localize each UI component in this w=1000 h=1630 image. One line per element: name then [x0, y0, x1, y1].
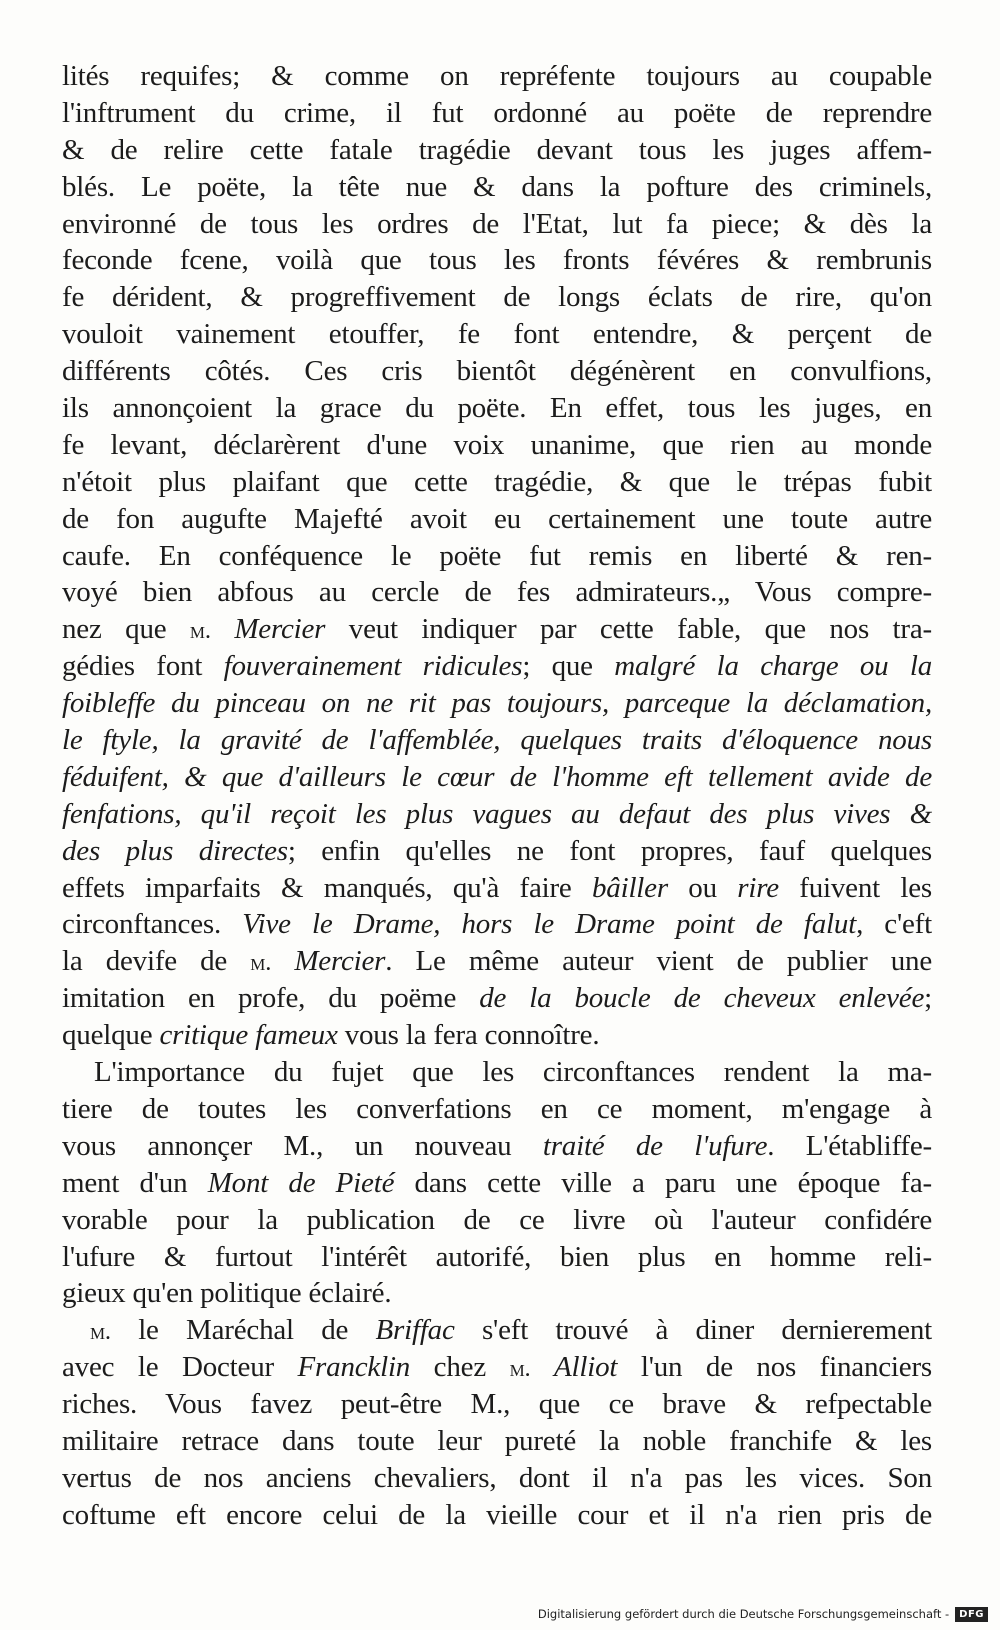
text-segment: m. [250, 949, 272, 977]
text-segment: Mercier [294, 945, 386, 978]
text-segment: traité de l'ufure [542, 1129, 768, 1162]
text-segment: veut indiquer par cette fable, que nos tra- [325, 613, 932, 646]
text-line [62, 759, 932, 796]
text-segment: tiere de toutes les converfations en ce moment, m'engage à [62, 1092, 932, 1125]
text-segment: dans cette ville a paru une époque fa- [394, 1166, 932, 1199]
text-segment: Francklin [297, 1351, 411, 1384]
text-segment: fenfations, qu'il reçoit les plus vagues au defaut des plus vives & [62, 797, 932, 830]
text-segment: ils annonçoient la grace du poëte. En effet, tous les juges, en [62, 392, 932, 425]
text-segment: vous annonçer M., un nouveau [62, 1129, 543, 1162]
text-segment: coftume eft encore celui de la vieille cour et il n'a rien pris de [62, 1498, 932, 1531]
text-segment: Briffac [375, 1314, 455, 1347]
text-segment: bâiller [591, 871, 668, 904]
text-line [62, 353, 932, 390]
text-line [62, 390, 932, 427]
text-line [62, 1460, 932, 1497]
text-line [62, 685, 932, 722]
text-segment: fuivent les [778, 871, 932, 904]
text-segment: Mont de Pieté [207, 1166, 395, 1199]
text-segment: ment d'un [62, 1166, 208, 1199]
text-segment: vertus de nos anciens chevaliers, dont il n'a pas les vices. Son [62, 1461, 932, 1494]
text-segment: Mercier [234, 613, 326, 646]
text-segment: ou [667, 871, 738, 904]
page-text [62, 58, 932, 1534]
text-line [62, 427, 932, 464]
text-line [62, 538, 932, 575]
text-segment: le Maréchal de [110, 1314, 376, 1347]
text-segment: nez que [62, 613, 190, 646]
text-segment: chez [410, 1351, 510, 1384]
text-segment: militaire retrace dans toute leur pureté la noble franchife & les [62, 1424, 932, 1457]
text-segment: vouloit vainement etouffer, fe font entendre, & perçent de [62, 318, 932, 351]
text-segment: différents côtés. Ces cris bientôt dégénèrent en convulfions, [62, 355, 932, 388]
text-line [62, 206, 932, 243]
text-line [62, 242, 932, 279]
text-segment: vous la fera connoître. [337, 1019, 600, 1052]
text-segment: rire [737, 871, 779, 904]
text-segment [211, 613, 235, 645]
text-line [62, 906, 932, 943]
text-segment: de fon augufte Majefté avoit eu certainement une toute autre [62, 502, 932, 535]
text-segment: la devife de [62, 945, 251, 978]
text-segment: gédies font [62, 650, 224, 683]
text-line [62, 870, 932, 907]
dfg-logo: DFG [955, 1607, 988, 1622]
text-line [62, 611, 932, 648]
text-line [62, 169, 932, 206]
text-line [62, 132, 932, 169]
text-line [62, 1017, 932, 1054]
text-segment: avec le Docteur [62, 1351, 298, 1384]
text-segment [271, 945, 294, 977]
text-segment: l'inftrument du crime, il fut ordonné au poëte de reprendre [62, 96, 932, 129]
text-segment: imitation en profe, du poëme [62, 982, 480, 1015]
text-line [62, 1128, 932, 1165]
text-segment [530, 1351, 554, 1383]
text-line [62, 796, 932, 833]
text-segment: . L'établiffe- [767, 1129, 932, 1162]
text-segment: & de relire cette fatale tragédie devant tous les juges affem- [62, 133, 932, 166]
text-line [62, 943, 932, 980]
text-segment: des plus directes [62, 834, 288, 867]
text-segment: lités requifes; & comme on repréfente toujours au coupable [62, 60, 932, 92]
text-segment: Vive le Drame, hors le Drame point de falut [242, 908, 857, 941]
text-segment: vorable pour la publication de ce livre où l'auteur confidére [62, 1203, 932, 1236]
text-segment: m. [90, 1318, 111, 1346]
text-segment: ; enfin qu'elles ne font propres, fauf quelques [287, 834, 932, 867]
text-segment: de la boucle de cheveux enlevée [479, 982, 925, 1015]
text-segment: environné de tous les ordres de l'Etat, lut fa piece; & dès la [62, 207, 932, 240]
text-segment: voyé bien abfous au cercle de fes admirateurs.„ Vous compre- [62, 576, 932, 609]
text-line [62, 464, 932, 501]
text-line [62, 574, 932, 611]
text-line [62, 833, 932, 870]
text-segment: m. [509, 1355, 531, 1383]
text-segment: malgré la charge ou la [614, 650, 932, 683]
text-segment: . Le même auteur vient de publier une [385, 945, 932, 978]
text-line [62, 316, 932, 353]
text-segment: fe levant, déclarèrent d'une voix unanime, que rien au monde [62, 428, 932, 461]
text-segment: fe dérident, & progreffivement de longs éclats de rire, qu'on [62, 281, 932, 314]
text-line [62, 95, 932, 132]
text-segment: effets imparfaits & manqués, qu'à faire [62, 871, 592, 904]
text-line [62, 1239, 932, 1276]
text-segment: m. [189, 617, 211, 645]
text-line [62, 279, 932, 316]
digitization-credit [538, 1604, 988, 1624]
text-line [62, 1312, 932, 1349]
credit-text: Digitalisierung gefördert durch die Deutsche Forschungsgemeinschaft - [537, 1607, 950, 1621]
text-segment: riches. Vous favez peut-être M., que ce brave & refpectable [62, 1388, 932, 1421]
text-line [62, 1165, 932, 1202]
text-segment: quelque [62, 1019, 160, 1052]
text-segment: caufe. En conféquence le poëte fut remis en liberté & ren- [62, 539, 932, 572]
text-line [62, 1349, 932, 1386]
text-segment: foibleffe du pinceau on ne rit pas toujours, parceque la déclamation, [62, 687, 932, 720]
text-line [62, 58, 932, 95]
text-line [62, 1091, 932, 1128]
text-segment: féduifent, & que d'ailleurs le cœur de l'homme eft tellement avide de [62, 760, 932, 793]
text-line [62, 722, 932, 759]
text-segment: Alliot [554, 1351, 618, 1384]
text-segment: l'un de nos financiers [617, 1351, 932, 1384]
text-line [62, 1386, 932, 1423]
text-segment: l'ufure & furtout l'intérêt autorifé, bien plus en homme reli- [62, 1240, 932, 1273]
text-line [62, 1275, 932, 1312]
text-segment: ; que [522, 650, 615, 683]
text-segment: circonftances. [62, 908, 243, 941]
text-segment: blés. Le poëte, la tête nue & dans la pofture des criminels, [62, 170, 932, 203]
text-segment: gieux qu'en politique éclairé. [62, 1277, 392, 1310]
text-segment: ; [924, 982, 932, 1015]
text-segment: L'importance du fujet que les circonftances rendent la ma- [94, 1056, 932, 1089]
text-segment: le ftyle, la gravité de l'affemblée, quelques traits d'éloquence nous [62, 724, 932, 757]
text-segment: s'eft trouvé à diner dernierement [454, 1314, 932, 1347]
text-segment: n'étoit plus plaifant que cette tragédie, & que le trépas fubit [62, 465, 932, 498]
text-line [62, 501, 932, 538]
text-line [62, 980, 932, 1017]
text-line [62, 1423, 932, 1460]
text-segment: critique fameux [159, 1019, 338, 1052]
text-line [62, 648, 932, 685]
text-line [62, 1202, 932, 1239]
text-line [62, 1497, 932, 1534]
text-segment: feconde fcene, voilà que tous les fronts févéres & rembrunis [62, 244, 932, 277]
text-line [62, 1054, 932, 1091]
text-segment: , c'eft [856, 908, 932, 941]
text-segment: fouverainement ridicules [223, 650, 523, 683]
